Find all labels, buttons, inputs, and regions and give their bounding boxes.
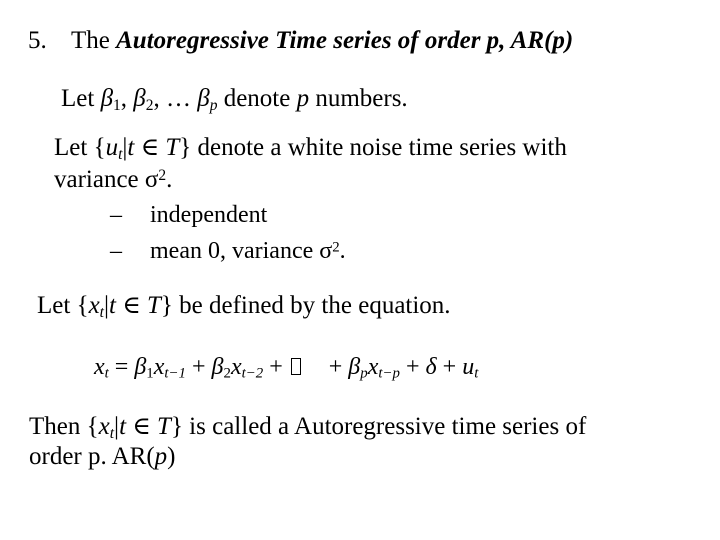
t-variable: t	[127, 134, 135, 161]
p-variable: p	[296, 85, 310, 112]
heading-number: 5.	[28, 27, 47, 54]
text-let-open: Let {	[54, 134, 106, 161]
text-let-open: Let {	[37, 292, 89, 319]
beta-definition-line	[61, 84, 408, 114]
x-variable: x	[88, 292, 100, 319]
text-white-noise: } denote a white noise time series with	[179, 134, 567, 161]
conclusion-line-2	[29, 442, 176, 472]
eq-x: x	[367, 354, 379, 380]
slide-heading	[28, 26, 573, 56]
text-called-ar: } is called a Autoregressive time series of	[170, 413, 587, 440]
eq-sub-t-minus-2: t−2	[241, 365, 264, 382]
T-set: T	[146, 292, 161, 319]
text-numbers: numbers.	[309, 85, 408, 112]
sigma-symbol: σ	[144, 166, 159, 193]
eq-sub-t: t	[474, 365, 479, 382]
eq-beta: β	[348, 354, 361, 380]
ellipsis: , …	[153, 85, 198, 112]
subscript-t: t	[109, 424, 115, 442]
element-of-symbol: ∈	[134, 134, 166, 161]
bar-symbol: |	[103, 292, 109, 319]
bullet-text: mean 0, variance	[150, 238, 320, 264]
eq-plus: +	[263, 354, 289, 380]
period: .	[166, 166, 173, 193]
eq-sub-2: 2	[223, 365, 231, 382]
subscript-1: 1	[113, 96, 121, 114]
eq-plus: +	[322, 354, 349, 380]
eq-x: x	[230, 354, 242, 380]
separator: ,	[120, 85, 134, 112]
ar-equation	[94, 352, 478, 382]
eq-x: x	[153, 354, 165, 380]
p-variable: p	[154, 443, 168, 470]
eq-sub-t-minus-p: t−p	[378, 365, 400, 382]
eq-plus: +	[186, 354, 212, 380]
u-variable: u	[105, 134, 119, 161]
superscript-2: 2	[158, 167, 167, 185]
bar-symbol: |	[122, 134, 128, 161]
eq-sub-t: t	[104, 365, 109, 382]
period: .	[339, 238, 346, 264]
superscript-2: 2	[332, 239, 340, 256]
x-definition-line	[37, 291, 451, 321]
eq-plus: +	[399, 354, 426, 380]
close-paren: )	[167, 443, 176, 470]
eq-sub-t-minus-1: t−1	[164, 365, 186, 382]
element-of-symbol: ∈	[115, 292, 147, 319]
eq-u: u	[462, 354, 475, 380]
eq-sub-p: p	[360, 365, 368, 382]
eq-plus: +	[436, 354, 463, 380]
beta-symbol: β	[133, 85, 146, 112]
T-set: T	[157, 413, 171, 440]
beta-symbol: β	[100, 85, 114, 112]
variance-line	[54, 165, 172, 195]
dash-marker: –	[110, 238, 122, 264]
bullet-text: independent	[150, 202, 268, 228]
text-order-p: order p. AR(	[29, 443, 155, 470]
beta-symbol: β	[197, 85, 210, 112]
eq-beta: β	[211, 354, 224, 380]
element-of-symbol: ∈	[126, 413, 158, 440]
subscript-p: p	[209, 96, 218, 114]
t-variable: t	[119, 413, 127, 440]
bullet-mean-variance	[110, 237, 346, 266]
text-let: Let	[61, 85, 101, 112]
text-variance: variance	[54, 166, 145, 193]
subscript-2: 2	[145, 96, 154, 114]
bar-symbol: |	[114, 413, 120, 440]
eq-sub-1: 1	[146, 365, 154, 382]
eq-equals: =	[108, 354, 135, 380]
bullet-independent	[110, 201, 267, 230]
text-then-open: Then {	[29, 413, 99, 440]
t-variable: t	[109, 292, 116, 319]
T-set: T	[165, 134, 180, 161]
white-noise-line	[54, 133, 567, 163]
missing-glyph-box	[291, 358, 301, 375]
eq-x: x	[94, 354, 105, 380]
subscript-t: t	[118, 145, 123, 163]
heading-title: Autoregressive Time series of order p, AR(p)	[116, 27, 574, 54]
conclusion-line-1	[29, 412, 586, 442]
text-denote: denote	[217, 85, 297, 112]
x-variable: x	[98, 413, 110, 440]
heading-prefix: The	[71, 27, 117, 54]
eq-delta: δ	[425, 354, 437, 380]
eq-beta: β	[134, 354, 147, 380]
text-defined-by: } be defined by the equation.	[160, 292, 451, 319]
sigma-symbol: σ	[319, 238, 333, 264]
subscript-t: t	[99, 303, 104, 321]
dash-marker: –	[110, 202, 122, 228]
